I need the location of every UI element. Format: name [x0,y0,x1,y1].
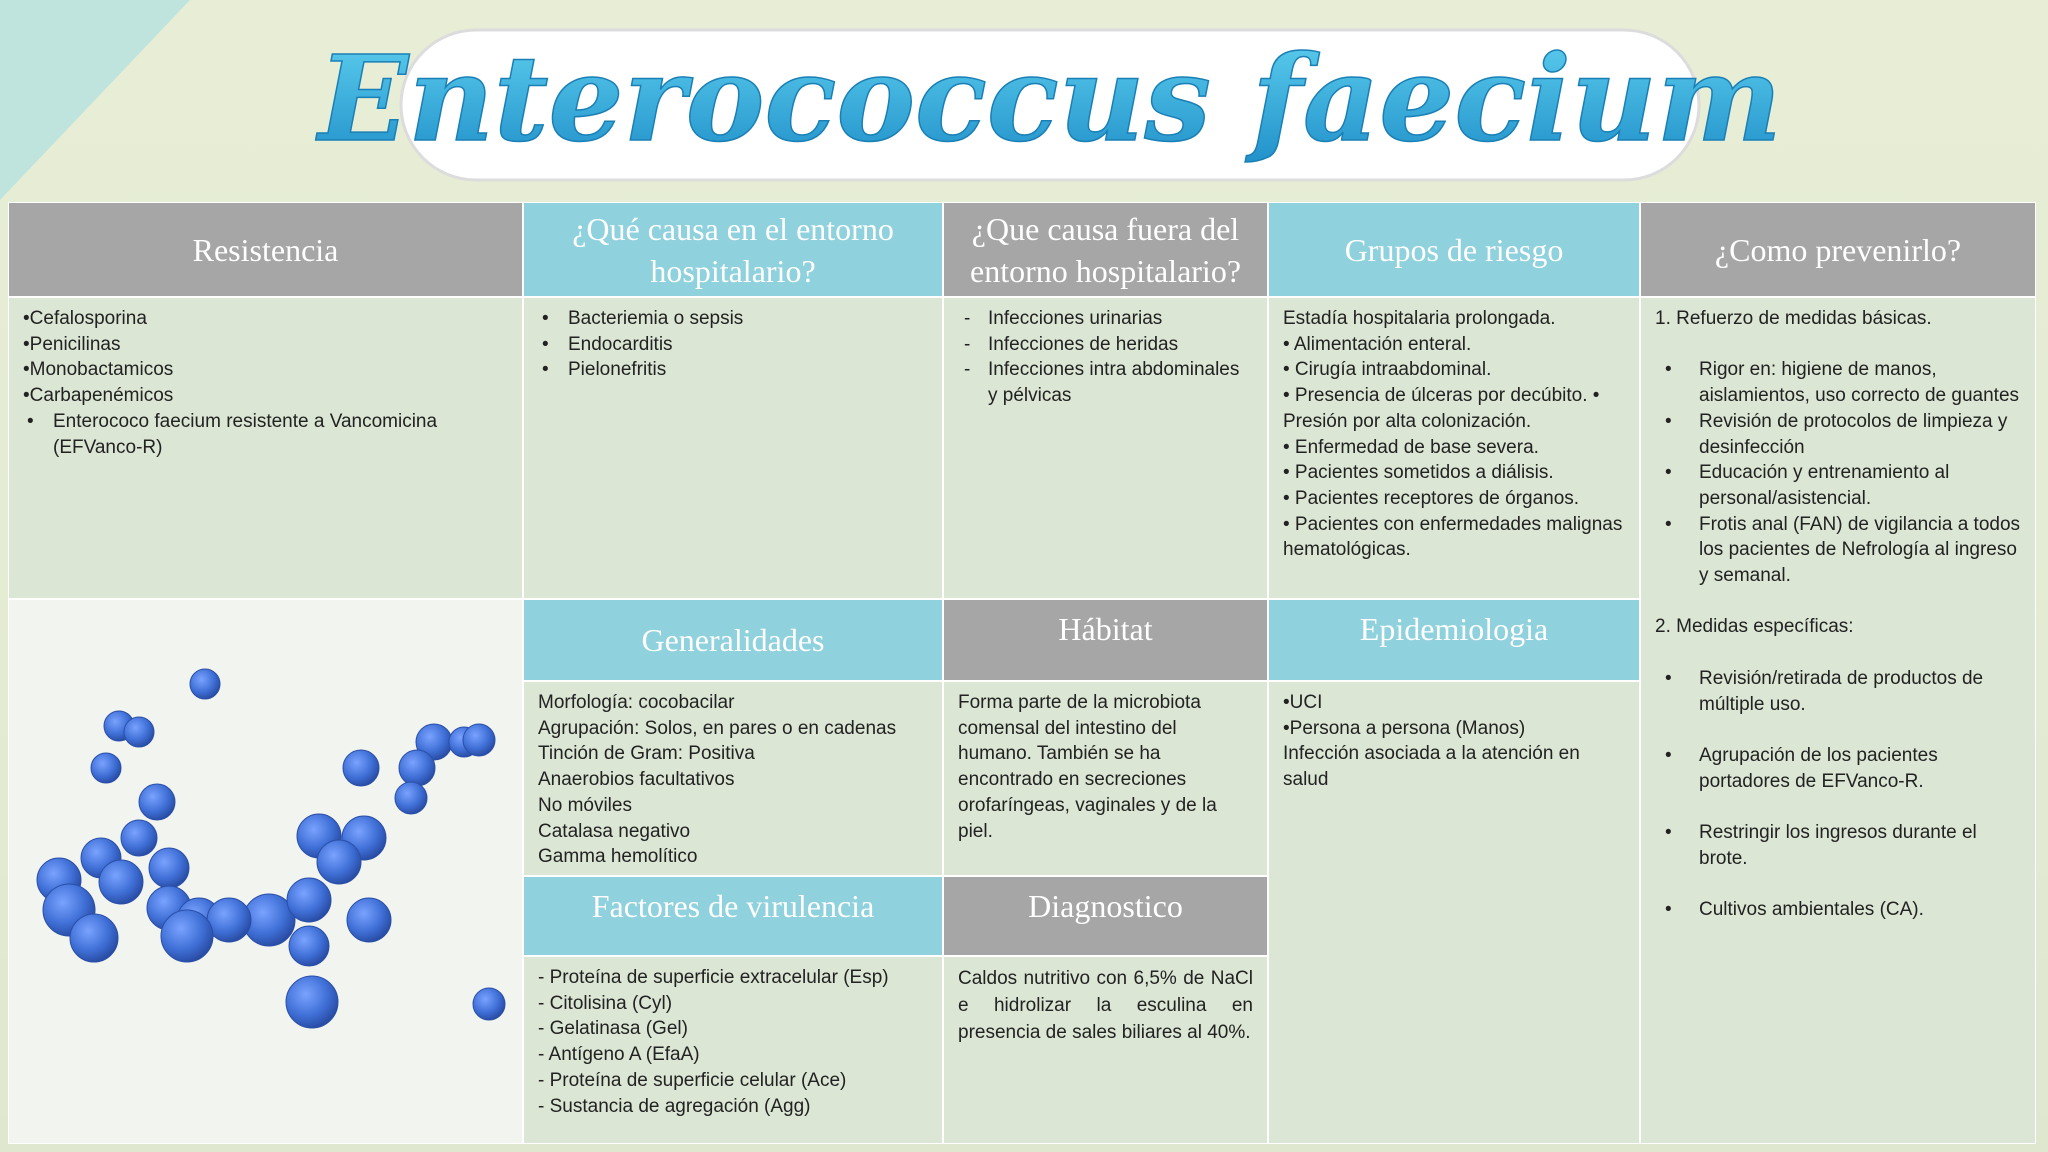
list-item: • Endocarditis [538,332,928,358]
diagnostico-text: Caldos nutritivo con 6,5% de NaCl e hidrolizar la esculina en presencia de sales biliares al 40%. [958,968,1253,1043]
list-item: 1. Refuerzo de medidas básicas. [1655,308,1932,329]
list-item: - Proteína de superficie celular (Ace) [538,1069,847,1091]
header-epidemiologia: Epidemiologia [1268,599,1640,681]
list-item: • Revisión de protocolos de limpieza y desinfección [1655,409,2021,460]
coccus-cell [463,724,495,756]
spacer [1655,717,2021,743]
list-item: •Persona a persona (Manos) [1283,717,1526,739]
coccus-cell [70,914,118,962]
habitat-body [943,681,1268,876]
list-item: Anaerobios facultativos [538,769,735,791]
list-item: Tinción de Gram: Positiva [538,743,755,765]
list-item: •Carbapenémicos [23,385,174,407]
coccus-cell [399,750,435,786]
list-item: - Gelatinasa (Gel) [538,1018,688,1040]
coccus-cell [161,910,213,962]
list-item: • Enfermedad de base severa. [1283,436,1539,458]
coccus-cell [395,782,427,814]
list-item: 2. Medidas específicas: [1655,616,1854,638]
header-habitat: Hábitat [943,599,1268,681]
list-item: - Proteína de superficie extracelular (Esp) [538,967,889,988]
list-item: • Cultivos ambientales (CA). [1655,897,2021,923]
header-diagnostico: Diagnostico [943,876,1268,956]
list-item: Estadía hospitalaria prolongada. [1283,308,1556,329]
list-item: No móviles [538,794,632,816]
coccus-cell [139,784,175,820]
header-fuera-hospital: ¿Que causa fuera del entorno hospitalario? [943,202,1268,297]
header-resistencia: Resistencia [8,202,523,297]
coccus-cell [347,898,391,942]
riesgo-body [1268,297,1640,599]
list-item: Infección asociada a la atención en salud [1283,743,1580,791]
coccus-cell [343,750,379,786]
list-item: - Infecciones urinarias [958,306,1253,332]
header-generalidades: Generalidades [523,599,943,681]
coccus-cell [317,840,361,884]
list-item: •UCI [1283,692,1323,713]
dentro-body [523,297,943,599]
spacer [1655,589,2021,615]
header-prevenir: ¿Como prevenirlo? [1640,202,2036,297]
coccus-cell [289,926,329,966]
coccus-cell [91,753,121,783]
list-item: - Infecciones de heridas [958,332,1253,358]
corner-decoration [0,0,190,200]
coccus-cell [99,860,143,904]
list-item: • Presencia de úlceras por decúbito. • Presión por alta colonización. [1283,385,1600,432]
list-item: •Penicilinas [23,333,121,355]
list-item: Gamma hemolítico [538,846,698,868]
coccus-cell [124,717,154,747]
diagnostico-body [943,956,1268,1144]
title-text: Enterococcus faecium [318,29,1782,168]
list-item: • Revisión/retirada de productos de múltiple uso. [1655,666,2021,717]
header-virulencia: Factores de virulencia [523,876,943,956]
list-item: • Frotis anal (FAN) de vigilancia a todos los pacientes de Nefrología al ingreso y semanal. [1655,512,2021,589]
bacteria-illustration [8,599,523,1144]
list-item: • Bacteriemia o sepsis [538,306,928,332]
list-item: • Cirugía intraabdominal. [1283,359,1492,381]
list-item: • Rigor en: higiene de manos, aislamientos, uso correcto de guantes [1655,357,2021,408]
spacer [1655,332,2021,358]
list-item: • Restringir los ingresos durante el brote. [1655,820,2021,871]
coccus-cell [287,878,331,922]
prevenir-body [1640,297,2036,1144]
list-item: • Pielonefritis [538,357,928,383]
header-grupos-riesgo: Grupos de riesgo [1268,202,1640,297]
cocci-cluster [37,669,505,1028]
list-item: • Alimentación enteral. [1283,333,1472,355]
list-item: Agrupación: Solos, en pares o en cadenas [538,717,897,739]
header-dentro-hospital: ¿Qué causa en el entorno hospitalario? [523,202,943,297]
fuera-body [943,297,1268,599]
coccus-cell [149,848,189,888]
list-item: • Pacientes sometidos a diálisis. [1283,462,1554,484]
list-item: •Monobactamicos [23,359,174,381]
list-item: - Citolisina (Cyl) [538,992,673,1014]
page-title [318,12,1782,192]
list-item: • Educación y entrenamiento al personal/asistencial. [1655,460,2021,511]
list-item: Morfología: cocobacilar [538,692,735,713]
virulencia-body [523,956,943,1144]
coccus-cell [473,988,505,1020]
coccus-cell [286,976,338,1028]
list-item: • Agrupación de los pacientes portadores de EFVanco-R. [1655,743,2021,794]
info-grid [8,202,2036,1144]
generalidades-body [523,681,943,876]
list-item: • Pacientes con enfermedades malignas hematológicas. [1283,513,1623,561]
spacer [1655,640,2021,666]
list-item: •Cefalosporina [23,308,147,329]
list-item: • Enterococo faecium resistente a Vancomicina (EFVanco-R) [23,409,508,460]
coccus-cell [121,820,157,856]
epidemiologia-body [1268,681,1640,1144]
list-item: Catalasa negativo [538,820,691,842]
spacer [1655,794,2021,820]
coccus-cell [207,898,251,942]
list-item: - Antígeno A (EfaA) [538,1044,700,1066]
resistencia-body [8,297,523,599]
spacer [1655,871,2021,897]
habitat-text: Forma parte de la microbiota comensal del intestino del humano. También se ha encontrado en secreciones orofaríngeas, vaginales y de la piel. [958,692,1217,842]
list-item: - Sustancia de agregación (Agg) [538,1095,811,1117]
list-item: - Infecciones intra abdominales y pélvicas [958,357,1253,408]
coccus-cell [190,669,220,699]
list-item: • Pacientes receptores de órganos. [1283,487,1580,509]
